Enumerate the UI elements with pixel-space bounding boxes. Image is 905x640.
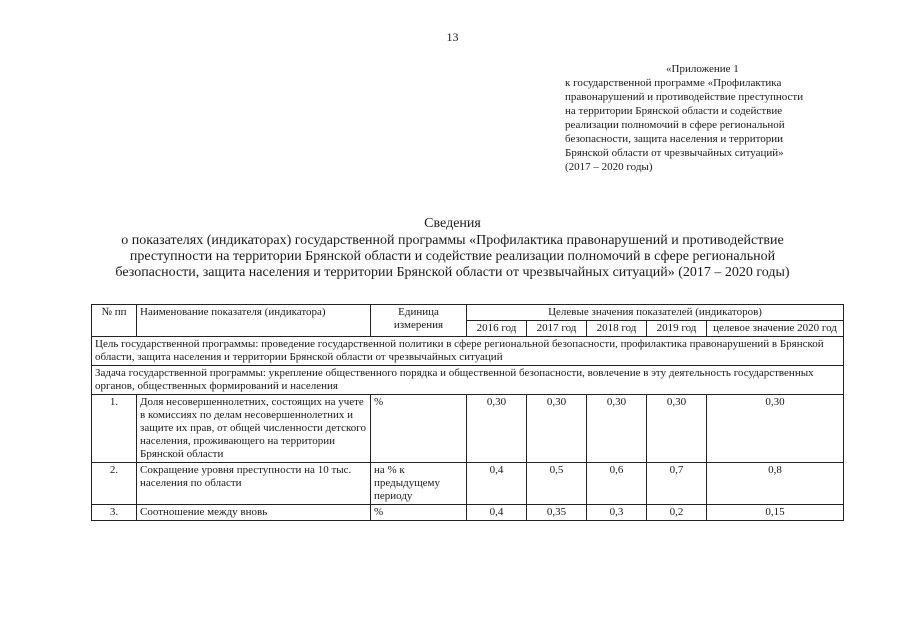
- appendix-line: к государственной программе «Профилактика: [565, 77, 782, 89]
- row-value: 0,30: [707, 395, 844, 463]
- appendix-note: [565, 62, 865, 174]
- appendix-line: Брянской области от чрезвычайных ситуаций»: [565, 147, 784, 159]
- row-num: 3.: [92, 505, 137, 521]
- header-unit: Единица измерения: [371, 305, 467, 337]
- header-num: № пп: [92, 305, 137, 337]
- header-year: 2019 год: [647, 321, 707, 337]
- appendix-line: безопасности, защита населения и территории: [565, 133, 784, 145]
- row-num: 2.: [92, 463, 137, 505]
- heading-title: Сведения: [424, 216, 481, 231]
- appendix-line: «Приложение 1: [666, 63, 739, 75]
- document-heading: [0, 216, 905, 281]
- row-unit: на % к предыдущему периоду: [371, 463, 467, 505]
- header-target-group: Целевые значения показателей (индикаторов): [467, 305, 844, 321]
- appendix-line: реализации полномочий в сфере региональной: [565, 119, 785, 131]
- goal-text: Цель государственной программы: проведение государственной политики в сфере региональной безопасности, профилактика правонарушений в Брянской области, защита населения и территории Брянской области от чрезвычайных ситуаций: [92, 337, 844, 366]
- row-value: 0,15: [707, 505, 844, 521]
- row-value: 0,30: [587, 395, 647, 463]
- row-name: Соотношение между вновь: [137, 505, 371, 521]
- row-value: 0,5: [527, 463, 587, 505]
- header-year: 2018 год: [587, 321, 647, 337]
- task-text: Задача государственной программы: укрепление общественного порядка и общественной безопасности, вовлечение в эту деятельность государственных органов, общественных формирований и населения: [92, 366, 844, 395]
- table-row: [92, 463, 844, 505]
- row-value: 0,2: [647, 505, 707, 521]
- row-value: 0,6: [587, 463, 647, 505]
- table-row: [92, 505, 844, 521]
- table-row: [92, 395, 844, 463]
- row-value: 0,30: [647, 395, 707, 463]
- row-name: Доля несовершеннолетних, состоящих на учете в комиссиях по делам несовершеннолетних и защите их прав, от общей численности детского населения, проживающего на территории Брянской области: [137, 395, 371, 463]
- row-value: 0,4: [467, 463, 527, 505]
- header-year-target: целевое значение 2020 год: [707, 321, 844, 337]
- indicators-table: [91, 304, 844, 521]
- row-value: 0,30: [467, 395, 527, 463]
- row-name: Сокращение уровня преступности на 10 тыс. населения по области: [137, 463, 371, 505]
- appendix-line: правонарушений и противодействие преступности: [565, 91, 804, 103]
- row-num: 1.: [92, 395, 137, 463]
- row-value: 0,7: [647, 463, 707, 505]
- header-year: 2016 год: [467, 321, 527, 337]
- header-year: 2017 год: [527, 321, 587, 337]
- row-value: 0,35: [527, 505, 587, 521]
- appendix-line: на территории Брянской области и содействие: [565, 105, 783, 117]
- row-value: 0,3: [587, 505, 647, 521]
- appendix-line: (2017 – 2020 годы): [565, 161, 653, 173]
- row-value: 0,4: [467, 505, 527, 521]
- heading-line: преступности на территории Брянской области и содействие реализации полномочий в сфере региональной: [129, 249, 776, 264]
- row-value: 0,30: [527, 395, 587, 463]
- goal-row: [92, 337, 844, 366]
- row-unit: %: [371, 395, 467, 463]
- table-header-row: [92, 305, 844, 321]
- row-unit: %: [371, 505, 467, 521]
- task-row: [92, 366, 844, 395]
- heading-line: безопасности, защита населения и территории Брянской области от чрезвычайных ситуаций» (2017 – 2020 годы): [115, 265, 790, 280]
- header-name: Наименование показателя (индикатора): [137, 305, 371, 337]
- row-value: 0,8: [707, 463, 844, 505]
- page-number: 13: [446, 30, 459, 44]
- heading-line: о показателях (индикаторах) государственной программы «Профилактика правонарушений и противодействие: [121, 233, 784, 248]
